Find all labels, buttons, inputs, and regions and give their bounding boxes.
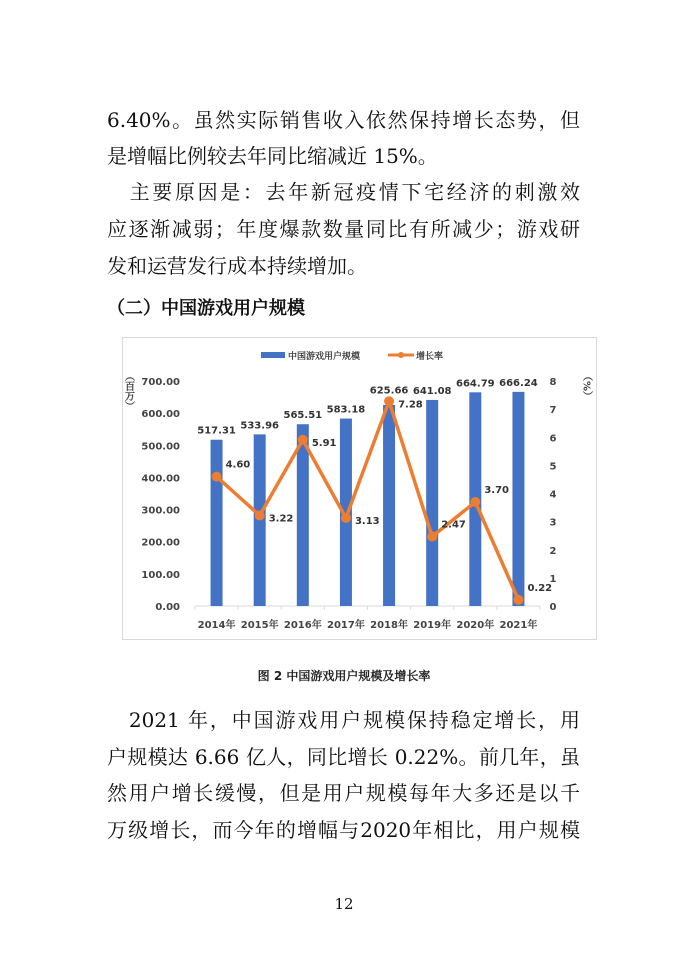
y-right-tick-label: 0 <box>549 602 557 613</box>
y-right-axis-label: （%） <box>580 371 592 402</box>
y-left-tick-label: 400.00 <box>141 473 180 485</box>
y-right-tick-label: 8 <box>549 377 557 388</box>
section-heading: （二）中国游戏用户规模 <box>107 298 305 319</box>
y-left-axis-label: （百万） <box>122 371 134 411</box>
user-scale-chart <box>122 337 598 641</box>
x-tick-label: 2020年 <box>456 620 495 631</box>
bar-data-label: 517.31 <box>197 425 236 437</box>
bar-data-label: 625.66 <box>369 385 409 397</box>
x-tick-label: 2015年 <box>240 620 279 631</box>
y-left-tick-label: 500.00 <box>141 441 180 453</box>
y-right-tick-label: 2 <box>549 545 557 557</box>
growth-point <box>298 435 308 445</box>
x-tick-label: 2016年 <box>283 620 322 631</box>
legend-line-marker <box>398 352 404 358</box>
y-right-tick-label: 6 <box>549 433 557 445</box>
bar <box>512 392 524 606</box>
growth-data-label: 3.13 <box>354 515 380 527</box>
y-left-tick-label: 200.00 <box>141 537 180 549</box>
y-right-tick-label: 4 <box>549 489 557 501</box>
y-left-tick-label: 600.00 <box>141 409 180 421</box>
chart-legend <box>261 350 443 362</box>
growth-point <box>470 497 480 507</box>
x-tick-label: 2014年 <box>197 620 236 631</box>
figure-caption: 图 2 中国游戏用户规模及增长率 <box>257 669 431 683</box>
growth-data-label: 3.70 <box>484 484 509 496</box>
paragraph-line: 然用户增长缓慢，但是用户规模每年大多还是以千 <box>107 781 580 805</box>
bar <box>211 440 223 606</box>
bar-data-label: 565.51 <box>283 410 323 422</box>
growth-point <box>212 472 222 482</box>
paragraph-line: 主要原因是：去年新冠疫情下宅经济的刺激效 <box>107 180 580 204</box>
y-left-tick-label: 300.00 <box>141 505 180 517</box>
growth-data-label: 0.22 <box>527 582 553 594</box>
growth-point <box>341 513 351 523</box>
paragraph-line: 户规模达 6.66 亿人，同比增长 0.22%。前几年，虽 <box>107 745 580 769</box>
y-right-tick-label: 5 <box>549 461 557 473</box>
legend-label-users: 中国游戏用户规模 <box>288 352 361 362</box>
growth-data-label: 3.22 <box>268 513 294 525</box>
y-right-tick-label: 7 <box>549 405 557 417</box>
x-tick-label: 2017年 <box>327 620 365 631</box>
paragraph-line: 2021 年，中国游戏用户规模保持稳定增长，用 <box>107 708 580 732</box>
growth-data-label: 2.47 <box>441 519 466 531</box>
growth-point <box>255 510 265 520</box>
x-tick-label: 2021年 <box>499 620 538 631</box>
paragraph-line: 应逐渐减弱；年度爆款数量同比有所减少；游戏研 <box>107 217 580 241</box>
growth-data-label: 4.60 <box>225 459 251 471</box>
paragraph-line: 6.40%。虽然实际销售收入依然保持增长态势，但 <box>107 108 580 132</box>
paragraph-line: 发和运营发行成本持续增加。 <box>107 254 367 278</box>
y-right-tick-label: 3 <box>549 517 557 529</box>
y-left-tick-label: 700.00 <box>141 377 180 388</box>
x-tick-label: 2018年 <box>370 620 408 631</box>
paragraph-line: 是增幅比例较去年同比缩减近 15%。 <box>107 144 438 168</box>
growth-point <box>513 595 523 605</box>
legend-bar-swatch <box>261 352 285 358</box>
growth-data-label: 5.91 <box>311 437 337 449</box>
y-right-tick-label: 1 <box>549 573 557 585</box>
y-left-tick-label: 100.00 <box>141 569 180 581</box>
bar-data-label: 641.08 <box>412 385 452 397</box>
growth-point <box>427 532 437 542</box>
bar <box>383 405 395 606</box>
bar <box>426 400 438 606</box>
bar <box>297 424 309 606</box>
bar-data-label: 666.24 <box>499 377 538 389</box>
x-tick-label: 2019年 <box>413 620 452 631</box>
growth-point <box>384 396 394 406</box>
legend-label-growth: 增长率 <box>416 352 444 362</box>
bar-data-label: 664.79 <box>456 378 495 390</box>
growth-data-label: 7.28 <box>398 399 423 411</box>
bar-data-label: 583.18 <box>326 404 366 416</box>
bar-data-label: 533.96 <box>240 420 279 432</box>
y-left-tick-label: 0.00 <box>155 602 180 613</box>
page-number: 12 <box>334 895 354 913</box>
paragraph-line: 万级增长，而今年的增幅与2020年相比，用户规模 <box>107 818 580 842</box>
